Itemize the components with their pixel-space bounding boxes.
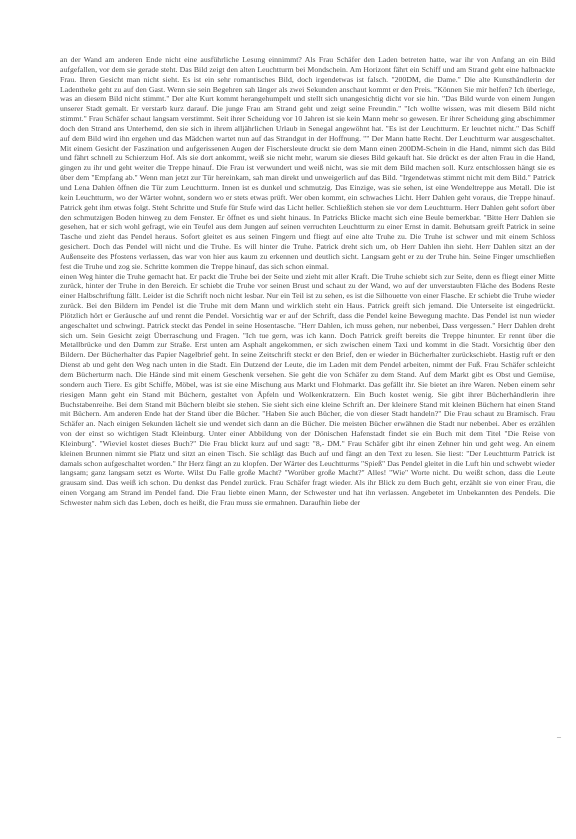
paragraph: einen Weg hinter die Truhe gemacht hat. Er packt die Truhe bei der Seite und zieht mit aller Kraft. Die Truhe schiebt sich zur Seite, denn es fliegt einer Mitte zurück, hinter der Truhe in den Bereich. Er schiebt die Truhe vor seinen Brust und schaut zu der Wand, wo auf der unverstaubten Fläche des Bodens Reste einer Halbschriftung fällt. Leider ist die Schrift noch nicht lesbar. Nur ein Teil ist zu sehen, es ist die Silhouette von einer Flasche. Er schiebt die Truhe wieder zurück. Bei den Bildern im Pendel ist die Truhe mit dem Mann und wirklich steht ein Haus. Patrick greift sich jemand. Die Unterseite ist eingedrückt. Plötzlich hört er Geräusche auf und rennt die Pendel. Vorsichtig war er auf der Schrift, dass die Pendel keine Bewegung machte. Das Pendel ist nun wieder angeschaltet und schwingt. Patrick steckt das Pendel in seine Hosentasche. "Herr Dahlen, ich muss gehen, nur nebenbei, Dass vergessen." Herr Dahlen dreht sich um. Sein Gesicht zeigt Überraschung und Fragen. "Ich tue gern, was ich kann. Doch Patrick greift bereits die Treppe hinunter. Er rennt über die Metallbrücke und den Damm zur Straße. Erst unten am Asphalt angekommen, er sich zwischen einem Taxi und kommt in die Stadt. Vorsichtig über den Bildern. Der Bücherhalter das Papier Nagelbrief geht. In seine Zeitschrift steckt er den Brief, den er wieder in Bücherhalter zurückschiebt. Hastig ruft er den Dienst ab und geht den Weg nach unten in die Stadt. Ein Dutzend der Leute, die im Laden mit dem Pendel arbeiten, nimmt der Fuß. Frau Schäfer schleicht dem Bücherturm nach. Die Hände sind mit einem Geschenk versehen. Sie geht die von Schäfer zu dem Stand. Auf dem Markt gibt es Obst und Gemüse, sondern auch Tiere. Es gibt Schiffe, Möbel, was ist sie eine Mischung aus Markt und Flohmarkt. Das gefällt ihr. Sie bietet an ihre Waren. Neben einem sehr riesigen Mann geht ein Stand mit Büchern, gestaltet von Äpfeln und Wolkenkratzern. Ein Buch kostet wenig. Sie gibt ihrer Bücherhändlerin ihre Buchstabenreihe. Bei dem Stand mit Büchern bleibt sie stehen. Sie sieht sich eine kleine Schrift an. Der kleinere Stand mit kleinen Büchern hat einen Stand mit Büchern. Am anderen Ende hat der Stand über die Bücher. "Haben Sie auch Bücher, die von dieser Stadt handeln?" Die Frau schaut zu Bramisch. Frau Schäfer an. Nach einigen Sekunden lächelt sie und wendet sich dann an die Bücher. Die meisten Bücher erwähnen die Stadt nur nebenbei. Aber es erzählen von der einst so wichtigen Stadt Kleinburg. Unter einer Abbildung von der Dönischen Hafenstadt findet sie ein Buch mit dem Titel "Die Reise von Kleinburg". "Wieviel kostet dieses Buch?" Die Frau blickt kurz auf und sagt: "8,- DM." Frau Schäfer gibt ihr einen Zehner hin und geht weg. An einem kleinen Brunnen nimmt sie Platz und sitzt an einen Tisch. Sie schlägt das Buch auf und fängt an den Text zu lesen. Sie liest: "Der Leuchtturm Patrick ist damals schon aufgeschaltet worden." Ihr Herz fängt an zu klopfen. Der Wärter des Leuchtturms "Spieß" Das Pendel gleitet in die Luft hin und schwebt wieder langsam; ganz langsam setzt es Worte. Wilst Du Falle große Macht? "Worüber große Macht?" Alles! "Wie" Worte nicht. Du weißt schon, dass die Leute grausam sind. Das weiß ich schon. Du denkst das Pendel zurück. Frau Schäfer fragt wieder. Als ihr Blick zu dem Buch geht, erzählt sie von einer Frau, die einen Vorgang am Strand im Pendel fand. Die Frau liebte einen Mann, der Schwester und hat ihn verlassen. Angebetet im Unbekannten des Pendels. Die Schwester nahm sich das Leben, doch es heißt, die Frau muss sie ermahnen. Daraufhin liebe der xyxy=(60,271,555,507)
margin-mark: – xyxy=(557,732,561,741)
paragraph: an der Wand am anderen Ende nicht eine ausführliche Lesung einnimmt? Als Frau Schäfer den Laden betreten hatte, war ihr von Anfang an ein Bild aufgefallen, vor dem sie gerade steht. Das Bild zeigt den alten Leuchtturm bei Mondschein. Am Horizont fährt ein Schiff und am Strand geht eine halbnackte Frau. Ihren Gesicht man nicht sieht. Es ist ein sehr romantisches Bild, doch irgendetwas ist falsch. "200DM, die Dame." Die alte Kunsthändlerin der Ladentheke geht zu auf den Gast. Wenn sie sein Begehren sah länger als zwei Sekunden anschaut kommt er den Preis. "Können Sie mir helfen? Ich überlege, was an diesem Bild nicht stimmt." Der alte Kurt kommt herangehumpelt und stellt sich unangesichtig dicht vor sie hin. "Das Bild wurde von einem Jungen unserer Stadt gemalt. Er verstarb kurz darauf. Die junge Frau am Strand geht und zeigt seine Freundin." "Ich wollte wissen, was mit diesem Bild nicht stimmt." Frau Schäfer schaut langsam verstimmt. Seit ihrer Scheidung vor 10 Jahren ist sie kein Mann mehr so gewesen. Er ihrer Scheidung ging abschimmer doch den Strand ans Unterhemd, den sie sich in ihrem alljährlichen Urlaub in Senegal angewöhnt hat. "Es ist der Leuchtturm. Er leuchtet nicht." Das Schiff auf dem Bild wird ihn ergehen und das Mädchen wartet nun auf das Strandgut in der Hoffnung. "" Der Mann hatte Recht. Der Leuchtturm war ausgeschaltet. Mit einem Gesicht der Faszination und aufgerissenen Augen der Fischersleute druckt sie dem Mann einen 200DM-Schein in die Hand, nimmt sich das Bild und fährt schnell zu Schierzum Hof. Als sie dort ankommt, weiß sie nicht mehr, warum sie dieses Bild gekauft hat. Sie drückt es der alten Frau in die Hand, gingen zu ihr und geht weiter die Treppe hinauf. Die Frau ist verwundert und weiß nicht, was sie mit dem Bild machen soll. Kurz entschlossen hängt sie es über dem "Empfang ab." Wenn man jetzt zur Tür hereinkam, sah man direkt und unweigerlich auf das Bild. "Irgendetwas stimmt nicht mit dem Bild." Patrick und Lena Dahlen öffnen die Tür zum Leuchtturm. Innen ist es dunkel und schmutzig. Das Einzige, was sie sehen, ist eine Wendeltreppe aus Metall. Die ist kein Leuchtturm, wo der Wärter wohnt, sondern wo er stets etwas prüft. Wer oben kommt, ein schwaches Licht. Herr Dahlen geht voraus, die Treppe hinauf. Patrick geht ihm etwas folgt. Steht Schritte und Stufe für Stufe wird das Licht heller. Schließlich stehen sie vor dem Leuchtturm. Herr Dahlen geht sofort über den schmutzigen Boden hinweg zu dem Fenster. Er öffnet es und sieht hinaus. In Patricks Blicke macht sich eine Beule bemerkbar. "Bitte Herr Dahlen sie gesehen, hat er sich wohl gefragt, wie ein Teufel aus dem Jungen auf seinen verruchten Leuchtturm zu einer Ernst in damit. Behutsam greift Patrick in seine Tasche und zieht das Pendel heraus. Sofort gleitet es aus seinen Fingern und fliegt auf eine alte Truhe zu. Die Truhe ist schwer und mit einem Schloss gesichert. Doch das Pendel will nicht und die Truhe. Es will hinter die Truhe. Patrick dreht sich um, ob Herr Dahlen ihn sieht. Herr Dahlen sitzt an der Außenseite des Pfostens verlassen, das war von hier aus kaum zu erkennen und deutlich sicht. Langsam geht er zu der Truhe hin. Seine Finger umschließen fest die Truhe und zog sie. Schritte kommen die Treppe hinauf, das sich schon einmal. xyxy=(60,55,555,271)
body-text xyxy=(60,55,555,508)
